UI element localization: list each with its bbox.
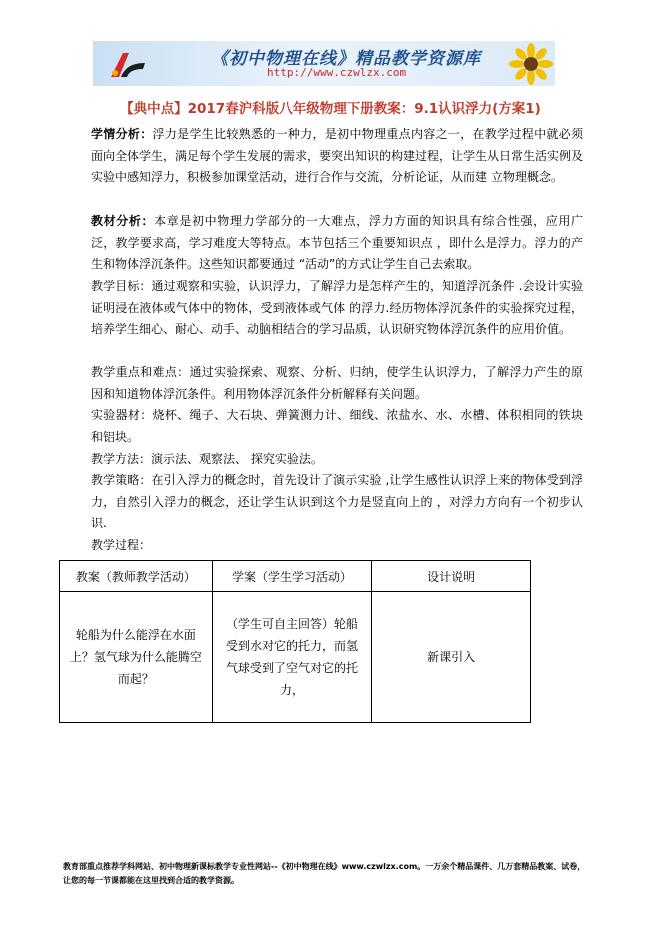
header-banner: [93, 41, 555, 86]
section-text: 演示法、观察法、 探究实验法。: [151, 452, 323, 466]
section-label: 教学过程：: [91, 538, 152, 552]
table-header-cell: 学案（学生学习活动）: [212, 561, 372, 592]
section-text: 烧杯、绳子、大石块、弹簧测力计、细线、浓盐水、水、水槽、体积相同的铁块和铝块。: [91, 408, 583, 444]
sunflower-icon: [509, 43, 553, 85]
section-label: 学情分析：: [91, 127, 153, 141]
section-textbook-analysis: [91, 211, 583, 276]
section-methods: [91, 449, 583, 471]
table-header-cell: 设计说明: [372, 561, 531, 592]
section-label: 教学策略：: [91, 473, 152, 487]
section-text: 浮力是学生比较熟悉的一种力，是初中物理重点内容之一，在教学过程中就必须面向全体学生，满足每个学生发展的需求，要突出知识的构建过程，让学生从日常生活实例及实验中感知浮力，积极参加课堂活动，进行合作与交流，分析论证，从而建 立物理概念。: [91, 127, 584, 184]
section-label: 教学重点和难点：: [91, 365, 190, 379]
table-header-cell: 教案（教师教学活动）: [60, 561, 213, 592]
section-process: [91, 535, 583, 557]
lesson-table: [59, 560, 531, 723]
section-text: 在引入浮力的概念时，首先设计了演示实验 ,让学生感性认识浮上来的物体受到浮力，自然引入浮力的概念，还让学生认识到这个力是竖直向上的 ，对浮力方向有一个初步认识.: [91, 473, 583, 530]
table-header-row: [60, 561, 531, 592]
table-cell: 轮船为什么能浮在水面上？氢气球为什么能腾空而起？: [60, 592, 213, 723]
page-footer: 教育部重点推荐学科网站、初中物理新课标教学专业性网站--《初中物理在线》www.czwlzx.com。一万余个精品课件、几万套精品教案、试卷，让您的每一节课都能在这里找到合适的教学资源。: [63, 862, 586, 885]
section-student-analysis: [91, 124, 583, 189]
section-label: 教学方法：: [91, 452, 152, 466]
section-label: 教学目标：: [91, 279, 152, 293]
banner-url: http://www.czwlzx.com: [267, 66, 407, 79]
section-label: 实验器材：: [91, 408, 153, 422]
document-title: 【典中点】2017春沪科版八年级物理下册教案：9.1认识浮力(方案1): [120, 101, 541, 117]
section-text: 通过观察和实验，认识浮力，了解浮力是怎样产生的，知道浮沉条件 .会设计实验证明浸在液体或气体中的物体，受到液体或气体 的浮力.经历物体浮沉条件的实验探究过程，培养学生细心、耐心、动手、动脑相结合的学习品质，认识研究物体浮沉条件的应用价值。: [91, 279, 583, 336]
section-text: 通过实验探索、观察、分析、归纳，使学生认识浮力，了解浮力产生的原因和知道物体浮沉条件。利用物体浮沉条件分析解释有关问题。: [91, 365, 583, 401]
section-strategy: [91, 470, 583, 535]
section-teaching-goals: [91, 276, 583, 341]
site-logo-icon: [107, 49, 147, 79]
section-equipment: [91, 405, 583, 448]
table-cell: 新课引入: [372, 592, 531, 723]
section-label: 教材分析：: [91, 214, 155, 228]
table-cell: （学生可自主回答）轮船受到水对它的托力，而氢气球受到了空气对它的托力，: [212, 592, 372, 723]
banner-title: 《初中物理在线》精品教学资源库: [211, 49, 481, 69]
table-row: [60, 592, 531, 723]
section-key-points: [91, 362, 583, 405]
section-text: 本章是初中物理力学部分的一大难点，浮力方面的知识具有综合性强，应用广泛，教学要求高，学习难度大等特点。本节包括三个重要知识点 ，即什么是浮力。浮力的产生和物体浮沉条件。这些知识都要通过 “活动”的方式让学生自己去索取。: [91, 214, 583, 271]
